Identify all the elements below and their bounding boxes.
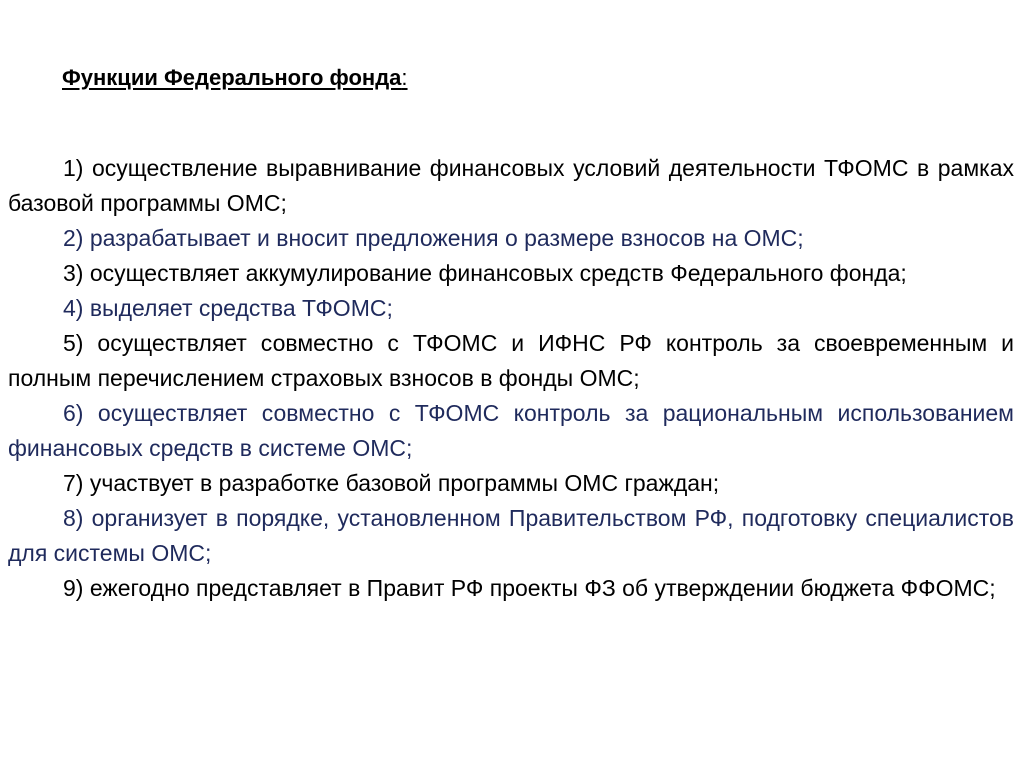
function-item-8: 8) организует в порядке, установленном Правительством РФ, подготовку специалистов для системы ОМС; (8, 505, 1014, 566)
function-item-4: 4) выделяет средства ТФОМС; (63, 295, 393, 321)
function-item-1: 1) осуществление выравнивание финансовых условий деятельности ТФОМС в рамках базовой программы ОМС; (8, 155, 1014, 216)
slide-title-text: Функции Федерального фонда (62, 65, 402, 90)
function-item-3: 3) осуществляет аккумулирование финансовых средств Федерального фонда; (63, 260, 907, 286)
function-item-7: 7) участвует в разработке базовой программы ОМС граждан; (63, 470, 720, 496)
slide-title (62, 63, 408, 93)
function-item-5: 5) осуществляет совместно с ТФОМС и ИФНС РФ контроль за своевременным и полным перечислением страховых взносов в фонды ОМС; (8, 330, 1014, 391)
function-item-9: 9) ежегодно представляет в Правит РФ проекты ФЗ об утверждении бюджета ФФОМС; (63, 575, 996, 601)
function-item-6: 6) осуществляет совместно с ТФОМС контроль за рациональным использованием финансовых средств в системе ОМС; (8, 400, 1014, 461)
functions-list (8, 151, 1014, 606)
function-item-2: 2) разрабатывает и вносит предложения о размере взносов на ОМС; (63, 225, 804, 251)
slide-title-colon: : (401, 65, 408, 90)
